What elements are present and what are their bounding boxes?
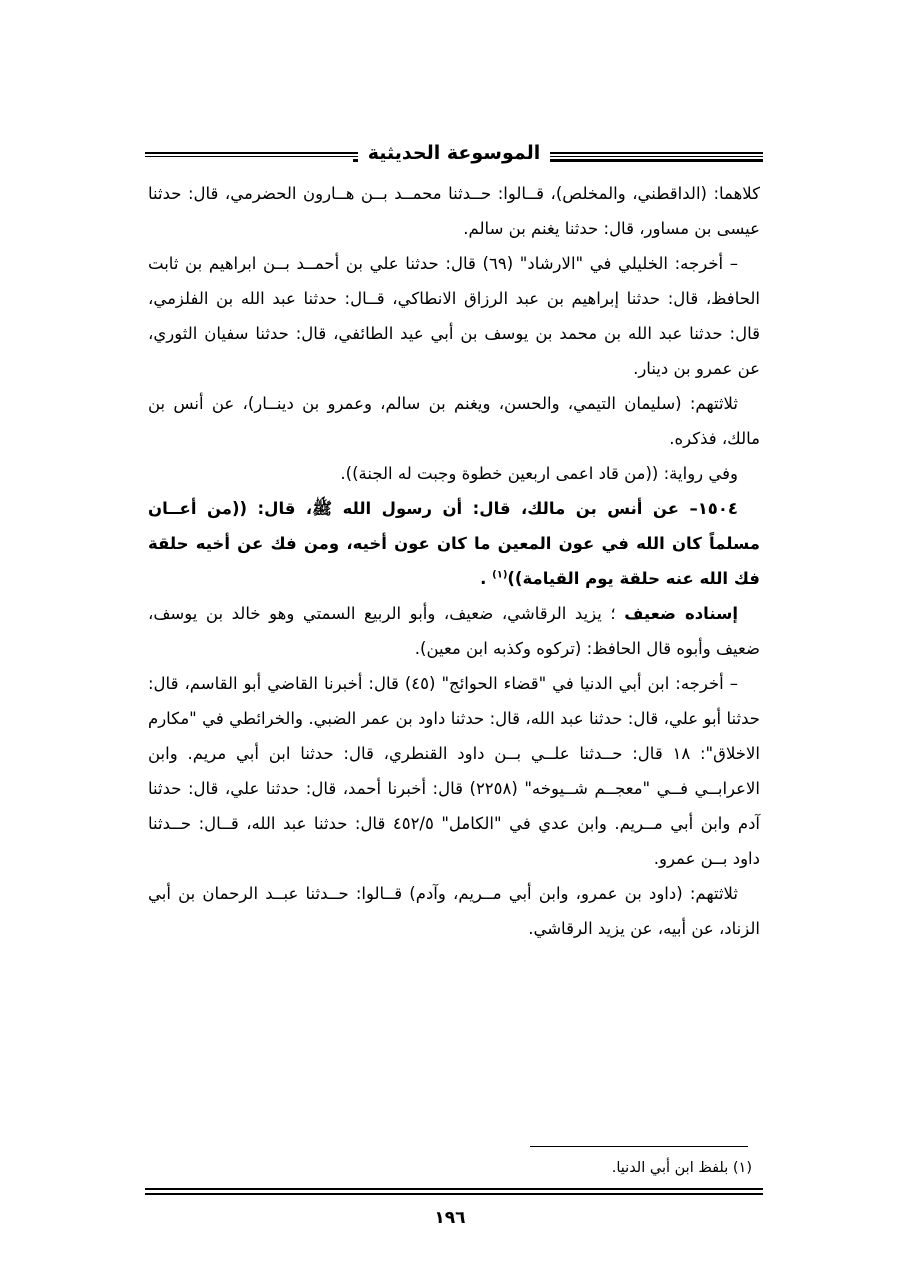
paragraph: وفي رواية: ((من قاد اعمى اربعين خطوة وجبت له الجنة)). xyxy=(340,464,738,483)
footnote-marker[interactable]: (١) xyxy=(492,569,508,581)
header-title: الموسوعة الحديثية xyxy=(145,140,763,166)
footer-rule xyxy=(145,1188,763,1190)
page-number: ١٩٦ xyxy=(434,1208,466,1228)
footer-rule xyxy=(145,1193,763,1195)
running-header xyxy=(145,140,763,170)
isnad-text: ؛ يزيد الرقاشي، ضعيف، وأبو الربيع السمتي وهو خالد بن يوسف، ضعيف وأبوه قال الحافظ: (تركوه وكذبه ابن معين). xyxy=(148,604,760,658)
paragraph: كلاهما: (الداقطني، والمخلص)، قــالوا: حــدثنا محمــد بــن هــارون الحضرمي، قال: حدثنا عيسى بن مساور، قال: حدثنا يغنم بن سالم. xyxy=(148,184,760,238)
footnote: (١) بلفظ ابن أبي الدنيا. xyxy=(611,1160,752,1176)
footnote-separator xyxy=(530,1146,748,1147)
paragraph: ثلاثتهم: (سليمان التيمي، والحسن، ويغنم بن سالم، وعمرو بن دينــار)، عن أنس بن مالك، فذكره. xyxy=(148,394,760,448)
paragraph: ثلاثتهم: (داود بن عمرو، وابن أبي مــريم، وآدم) قــالوا: حــدثنا عبــد الرحمان بن أبي الزناد، عن أبيه، عن يزيد الرقاشي. xyxy=(148,884,760,938)
hadith-text: ١٥٠٤– عن أنس بن مالك، قال: أن رسول الله ﷺ، قال: ((من أعــان مسلماً كان الله في عون المعين ما كان عون أخيه، ومن فك عن أخيه حلقة فك الله عنه حلقة يوم القيامة)) xyxy=(148,499,760,588)
hadith-paragraph xyxy=(148,491,760,596)
hadith-end: . xyxy=(480,569,493,588)
paragraph: – أخرجه: ابن أبي الدنيا في "قضاء الحوائج" (٤٥) قال: أخبرنا القاضي أبو القاسم، قال: حدثنا أبو علي، قال: حدثنا عبد الله، قال: حدثنا داود بن عمر الضبي. والخرائطي في "مكارم الاخلاق": ١٨ قال: حــدثنا علــي بــن داود القنطري، قال: حدثنا ابن أبي مريم. وابن الاعرابــي فــي "معجــم شــيوخه" (٢٢٥٨) قال: أخبرنا أحمد، قال: حدثنا علي، قال: حدثنا آدم وابن أبي مــريم. وابن عدي في "الكامل" ٤٥٢/٥ قال: حدثنا عبد الله، قــال: حــدثنا داود بــن عمرو. xyxy=(148,674,760,868)
paragraph: – أخرجه: الخليلي في "الارشاد" (٦٩) قال: حدثنا علي بن أحمــد بــن ابراهيم بن ثابت الحافظ، قال: حدثنا إبراهيم بن عبد الرزاق الانطاكي، قــال: حدثنا عبد الله بن الفلزمي، قال: حدثنا عبد الله بن محمد بن يوسف بن أبي عيد الطائفي، قال: حدثنا سفيان الثوري، عن عمرو بن دينار. xyxy=(148,254,760,378)
main-text xyxy=(148,176,760,946)
isnad-label: إسناده ضعيف xyxy=(624,604,738,623)
isnad-paragraph xyxy=(148,596,760,666)
